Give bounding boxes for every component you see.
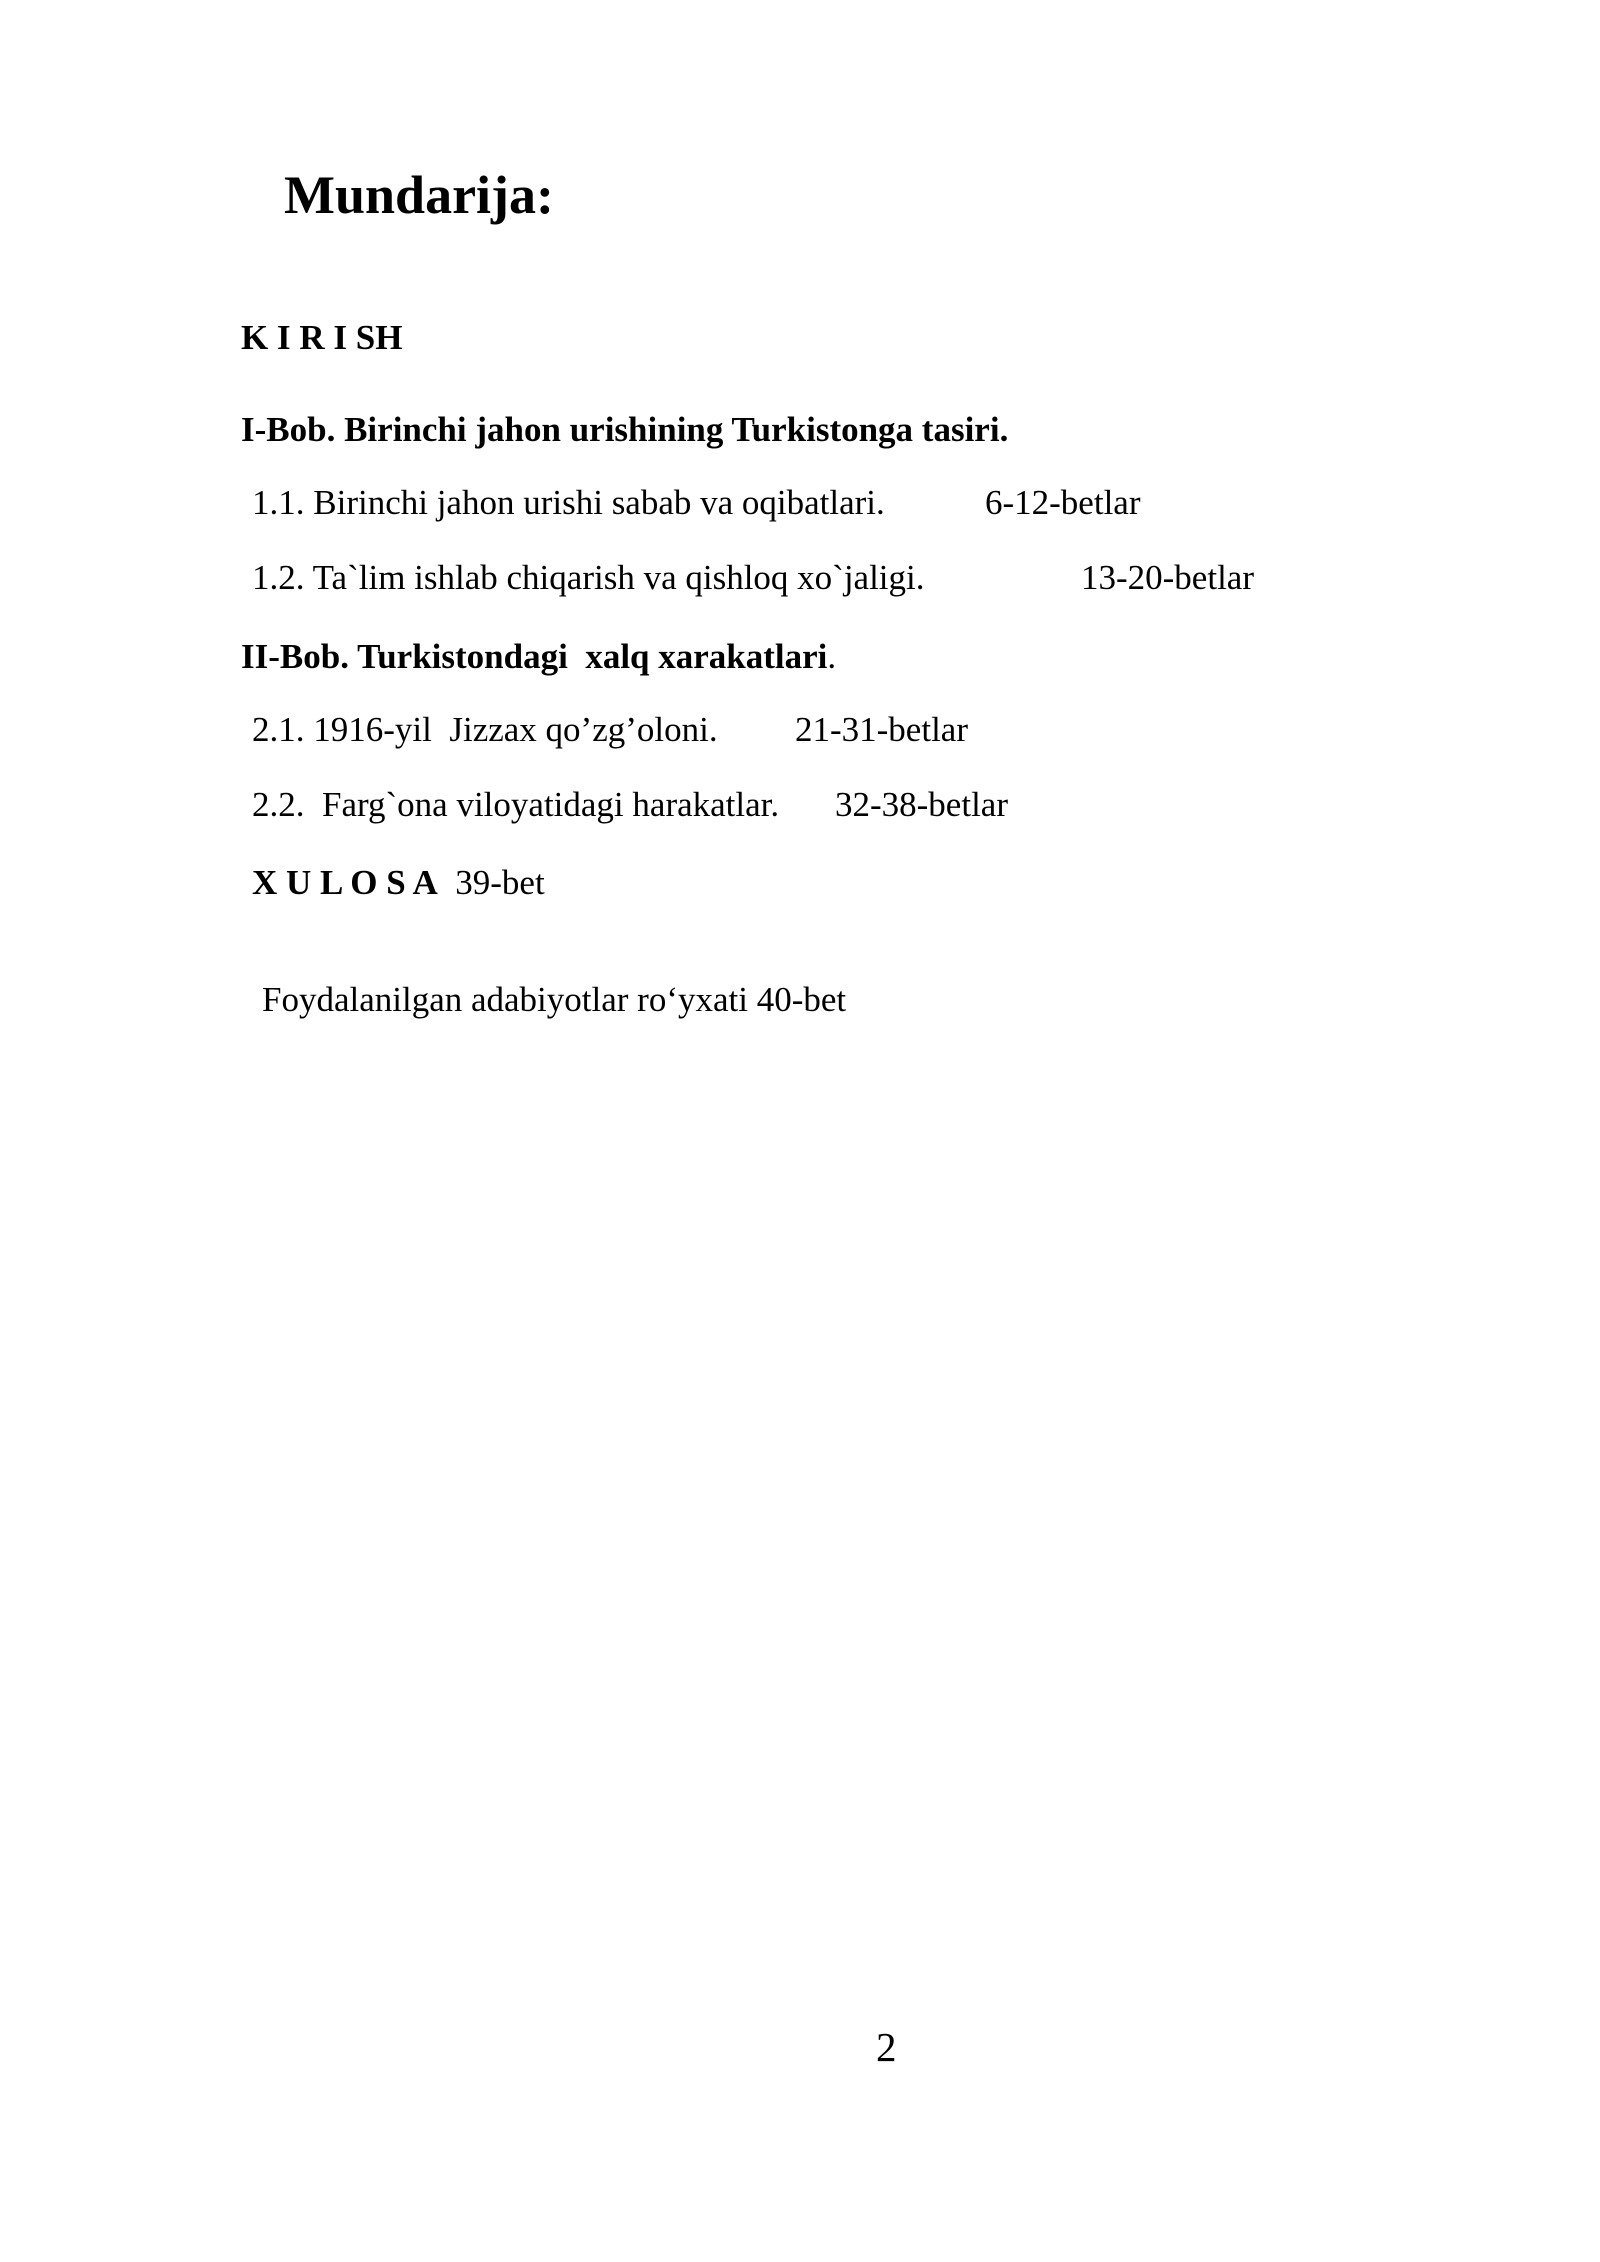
section-1-2-pages: 13-20-betlar [1081, 558, 1254, 597]
section-2-2-pages: 32-38-betlar [835, 785, 1008, 824]
references-line: Foydalanilgan adabiyotlar ro‘yxati 40-bet [262, 980, 847, 1019]
chapter2-title: II-Bob. Turkistondagi xalq xarakatlari [241, 637, 828, 676]
intro-heading: K I R I SH [241, 318, 403, 357]
chapter2-title-line [241, 637, 836, 677]
section-1-1-pages: 6-12-betlar [985, 483, 1141, 522]
chapter2-title-suffix: . [827, 637, 837, 676]
page-title: Mundarija: [284, 165, 554, 225]
conclusion-line [252, 863, 545, 903]
section-2-1-pages: 21-31-betlar [795, 710, 968, 749]
conclusion-heading: X U L O S A [252, 863, 438, 902]
section-2-2-label: 2.2. Farg`ona viloyatidagi harakatlar. [252, 785, 780, 824]
conclusion-pages: 39-bet [455, 863, 545, 902]
section-2-1-label: 2.1. 1916-yil Jizzax qo’zg’oloni. [252, 710, 718, 749]
section-1-1-label: 1.1. Birinchi jahon urishi sabab va oqibatlari. [252, 483, 885, 522]
page-number: 2 [876, 2024, 897, 2070]
chapter1-title: I-Bob. Birinchi jahon urishining Turkistonga tasiri. [241, 410, 1009, 449]
section-1-2-label: 1.2. Ta`lim ishlab chiqarish va qishloq xo`jaligi. [252, 558, 925, 597]
